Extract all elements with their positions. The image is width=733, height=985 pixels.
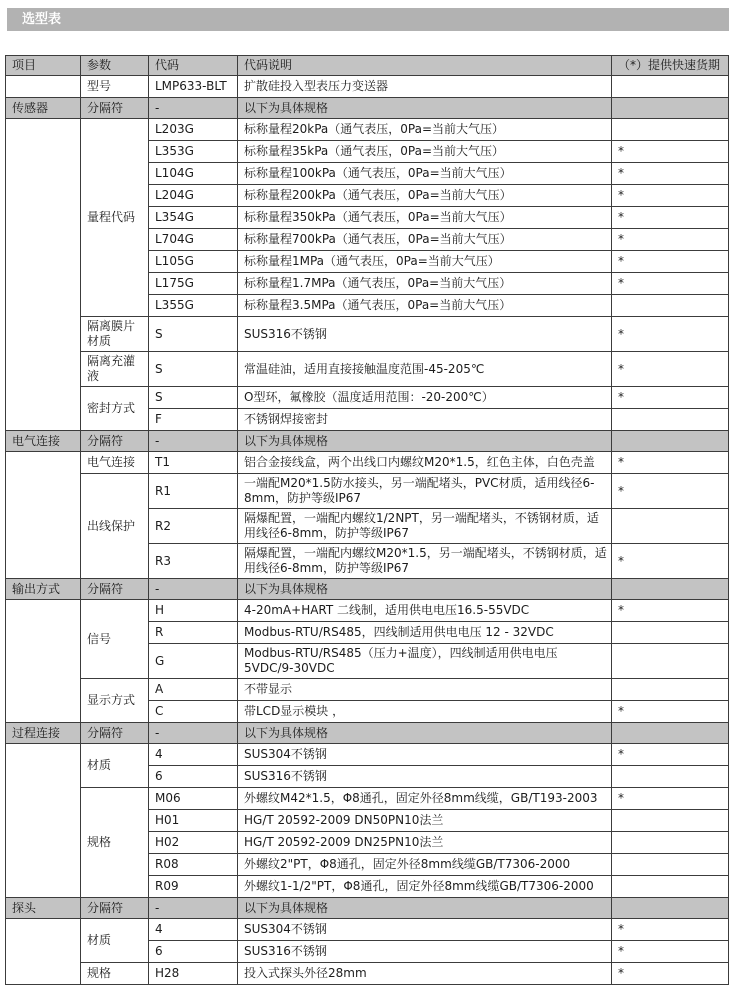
fast-cell: * xyxy=(612,701,729,723)
table-header-row xyxy=(6,56,729,76)
code-cell: S xyxy=(149,352,238,387)
fast-cell: * xyxy=(612,788,729,810)
param-cell: 型号 xyxy=(81,76,149,98)
code-cell: - xyxy=(149,723,238,744)
fast-cell: * xyxy=(612,163,729,185)
code-cell: L175G xyxy=(149,273,238,295)
fast-cell: * xyxy=(612,474,729,509)
item-cell: 探头 xyxy=(6,898,81,919)
fast-cell xyxy=(612,679,729,701)
fast-cell xyxy=(612,723,729,744)
desc-cell: 标称量程200kPa（通气表压，0Pa=当前大气压） xyxy=(238,185,612,207)
item-cell xyxy=(6,76,81,98)
fast-cell xyxy=(612,644,729,679)
param-cell: 分隔符 xyxy=(81,98,149,119)
desc-cell: 一端配M20*1.5防水接头，另一端配堵头，PVC材质，适用线径6-8mm，防护等级IP67 xyxy=(238,474,612,509)
param-cell: 密封方式 xyxy=(81,387,149,431)
desc-cell: 投入式探头外径28mm xyxy=(238,963,612,985)
fast-cell xyxy=(612,509,729,544)
desc-cell: 标称量程350kPa（通气表压，0Pa=当前大气压） xyxy=(238,207,612,229)
code-cell: 4 xyxy=(149,744,238,766)
desc-cell: 不带显示 xyxy=(238,679,612,701)
desc-cell: Modbus-RTU/RS485（压力+温度），四线制适用供电电压5VDC/9-30VDC xyxy=(238,644,612,679)
item-cell-blank xyxy=(6,452,81,579)
fast-cell xyxy=(612,579,729,600)
code-cell: M06 xyxy=(149,788,238,810)
fast-cell xyxy=(612,766,729,788)
desc-cell: O型环，氟橡胶（温度适用范围：-20-200℃） xyxy=(238,387,612,409)
code-cell: H02 xyxy=(149,832,238,854)
table-row xyxy=(6,474,729,509)
fast-cell: * xyxy=(612,352,729,387)
item-cell-blank xyxy=(6,919,81,985)
table-row xyxy=(6,600,729,622)
param-cell: 电气连接 xyxy=(81,452,149,474)
table-row-model xyxy=(6,76,729,98)
desc-cell: SUS316不锈钢 xyxy=(238,941,612,963)
table-row xyxy=(6,387,729,409)
param-cell: 规格 xyxy=(81,963,149,985)
code-cell: H xyxy=(149,600,238,622)
code-cell: L353G xyxy=(149,141,238,163)
fast-cell: * xyxy=(612,317,729,352)
col-header-code: 代码 xyxy=(149,56,238,76)
fast-cell: * xyxy=(612,919,729,941)
code-cell: H01 xyxy=(149,810,238,832)
table-row xyxy=(6,788,729,810)
code-cell: L203G xyxy=(149,119,238,141)
fast-cell: * xyxy=(612,185,729,207)
desc-cell: SUS316不锈钢 xyxy=(238,317,612,352)
desc-cell: HG/T 20592-2009 DN25PN10法兰 xyxy=(238,832,612,854)
code-cell: S xyxy=(149,387,238,409)
code-cell: 4 xyxy=(149,919,238,941)
code-cell: - xyxy=(149,898,238,919)
separator-row-probe xyxy=(6,898,729,919)
fast-cell xyxy=(612,898,729,919)
code-cell: L704G xyxy=(149,229,238,251)
fast-cell xyxy=(612,98,729,119)
item-cell: 输出方式 xyxy=(6,579,81,600)
code-cell: H28 xyxy=(149,963,238,985)
desc-cell: 隔爆配置，一端配内螺纹M20*1.5，另一端配堵头，不锈钢材质，适用线径6-8mm，防护等级IP67 xyxy=(238,544,612,579)
desc-cell: 不锈钢焊接密封 xyxy=(238,409,612,431)
param-cell: 分隔符 xyxy=(81,579,149,600)
table-row xyxy=(6,679,729,701)
param-cell: 分隔符 xyxy=(81,898,149,919)
fast-cell: * xyxy=(612,963,729,985)
desc-cell: HG/T 20592-2009 DN50PN10法兰 xyxy=(238,810,612,832)
code-cell: A xyxy=(149,679,238,701)
desc-cell: 铝合金接线盒，两个出线口内螺纹M20*1.5，红色主体，白色壳盖 xyxy=(238,452,612,474)
param-cell: 材质 xyxy=(81,744,149,788)
table-row xyxy=(6,317,729,352)
item-cell-blank xyxy=(6,600,81,723)
param-cell: 显示方式 xyxy=(81,679,149,723)
fast-cell: * xyxy=(612,229,729,251)
separator-row-process xyxy=(6,723,729,744)
code-cell: R08 xyxy=(149,854,238,876)
code-cell: L105G xyxy=(149,251,238,273)
col-header-param: 参数 xyxy=(81,56,149,76)
code-cell: C xyxy=(149,701,238,723)
desc-cell: 以下为具体规格 xyxy=(238,579,612,600)
fast-cell xyxy=(612,119,729,141)
table-row xyxy=(6,963,729,985)
fast-cell: * xyxy=(612,387,729,409)
desc-cell: 标称量程1MPa（通气表压，0Pa=当前大气压） xyxy=(238,251,612,273)
param-cell: 隔离膜片材质 xyxy=(81,317,149,352)
separator-row-output xyxy=(6,579,729,600)
code-cell: G xyxy=(149,644,238,679)
fast-cell: * xyxy=(612,251,729,273)
desc-cell: 以下为具体规格 xyxy=(238,98,612,119)
col-header-item: 项目 xyxy=(6,56,81,76)
code-cell: 6 xyxy=(149,941,238,963)
desc-cell: 隔爆配置，一端配内螺纹1/2NPT，另一端配堵头，不锈钢材质，适用线径6-8mm，防护等级IP67 xyxy=(238,509,612,544)
fast-cell xyxy=(612,622,729,644)
fast-cell xyxy=(612,876,729,898)
fast-cell xyxy=(612,295,729,317)
param-cell: 信号 xyxy=(81,600,149,679)
item-cell-blank xyxy=(6,119,81,431)
section-banner xyxy=(7,8,729,31)
fast-cell xyxy=(612,76,729,98)
code-cell: R2 xyxy=(149,509,238,544)
desc-cell: 4-20mA+HART 二线制，适用供电电压16.5-55VDC xyxy=(238,600,612,622)
desc-cell: 外螺纹2"PT，Φ8通孔，固定外径8mm线缆GB/T7306-2000 xyxy=(238,854,612,876)
item-cell: 电气连接 xyxy=(6,431,81,452)
fast-cell: * xyxy=(612,941,729,963)
param-cell: 分隔符 xyxy=(81,431,149,452)
desc-cell: 标称量程100kPa（通气表压，0Pa=当前大气压） xyxy=(238,163,612,185)
code-cell: - xyxy=(149,98,238,119)
item-cell: 过程连接 xyxy=(6,723,81,744)
fast-cell xyxy=(612,409,729,431)
code-cell: - xyxy=(149,579,238,600)
desc-cell: 外螺纹1-1/2"PT，Φ8通孔，固定外径8mm线缆GB/T7306-2000 xyxy=(238,876,612,898)
desc-cell: SUS304不锈钢 xyxy=(238,744,612,766)
param-cell: 规格 xyxy=(81,788,149,898)
code-cell: R1 xyxy=(149,474,238,509)
fast-cell: * xyxy=(612,744,729,766)
desc-cell: 外螺纹M42*1.5，Φ8通孔，固定外径8mm线缆，GB/T193-2003 xyxy=(238,788,612,810)
param-cell: 量程代码 xyxy=(81,119,149,317)
fast-cell xyxy=(612,810,729,832)
code-cell: L354G xyxy=(149,207,238,229)
desc-cell: 常温硅油，适用直接接触温度范围-45-205℃ xyxy=(238,352,612,387)
code-cell: LMP633-BLT xyxy=(149,76,238,98)
desc-cell: 标称量程35kPa（通气表压，0Pa=当前大气压） xyxy=(238,141,612,163)
code-cell: 6 xyxy=(149,766,238,788)
table-row xyxy=(6,119,729,141)
table-row xyxy=(6,352,729,387)
item-cell: 传感器 xyxy=(6,98,81,119)
desc-cell: 以下为具体规格 xyxy=(238,431,612,452)
fast-cell xyxy=(612,854,729,876)
fast-cell xyxy=(612,832,729,854)
separator-row-sensor xyxy=(6,98,729,119)
code-cell: R3 xyxy=(149,544,238,579)
desc-cell: 标称量程700kPa（通气表压，0Pa=当前大气压） xyxy=(238,229,612,251)
param-cell: 材质 xyxy=(81,919,149,963)
selection-table xyxy=(5,55,729,985)
code-cell: S xyxy=(149,317,238,352)
fast-cell: * xyxy=(612,452,729,474)
col-header-fast: （*）提供快速货期 xyxy=(612,56,729,76)
col-header-desc: 代码说明 xyxy=(238,56,612,76)
param-cell: 隔离充灌液 xyxy=(81,352,149,387)
fast-cell: * xyxy=(612,273,729,295)
fast-cell: * xyxy=(612,207,729,229)
fast-cell: * xyxy=(612,141,729,163)
desc-cell: 标称量程20kPa（通气表压，0Pa=当前大气压） xyxy=(238,119,612,141)
fast-cell: * xyxy=(612,600,729,622)
table-row xyxy=(6,919,729,941)
desc-cell: Modbus-RTU/RS485，四线制适用供电电压 12 - 32VDC xyxy=(238,622,612,644)
desc-cell: 带LCD显示模块 ， xyxy=(238,701,612,723)
desc-cell: 以下为具体规格 xyxy=(238,898,612,919)
desc-cell: 扩散硅投入型表压力变送器 xyxy=(238,76,612,98)
table-row xyxy=(6,744,729,766)
code-cell: - xyxy=(149,431,238,452)
code-cell: L204G xyxy=(149,185,238,207)
table-row xyxy=(6,452,729,474)
desc-cell: SUS304不锈钢 xyxy=(238,919,612,941)
desc-cell: 标称量程3.5MPa（通气表压，0Pa=当前大气压） xyxy=(238,295,612,317)
code-cell: L104G xyxy=(149,163,238,185)
desc-cell: SUS316不锈钢 xyxy=(238,766,612,788)
desc-cell: 以下为具体规格 xyxy=(238,723,612,744)
code-cell: T1 xyxy=(149,452,238,474)
fast-cell: * xyxy=(612,544,729,579)
param-cell: 分隔符 xyxy=(81,723,149,744)
param-cell: 出线保护 xyxy=(81,474,149,579)
code-cell: L355G xyxy=(149,295,238,317)
fast-cell xyxy=(612,431,729,452)
desc-cell: 标称量程1.7MPa（通气表压，0Pa=当前大气压） xyxy=(238,273,612,295)
code-cell: R09 xyxy=(149,876,238,898)
item-cell-blank xyxy=(6,744,81,898)
separator-row-electrical xyxy=(6,431,729,452)
code-cell: R xyxy=(149,622,238,644)
banner-title: 选型表 xyxy=(22,12,62,27)
code-cell: F xyxy=(149,409,238,431)
